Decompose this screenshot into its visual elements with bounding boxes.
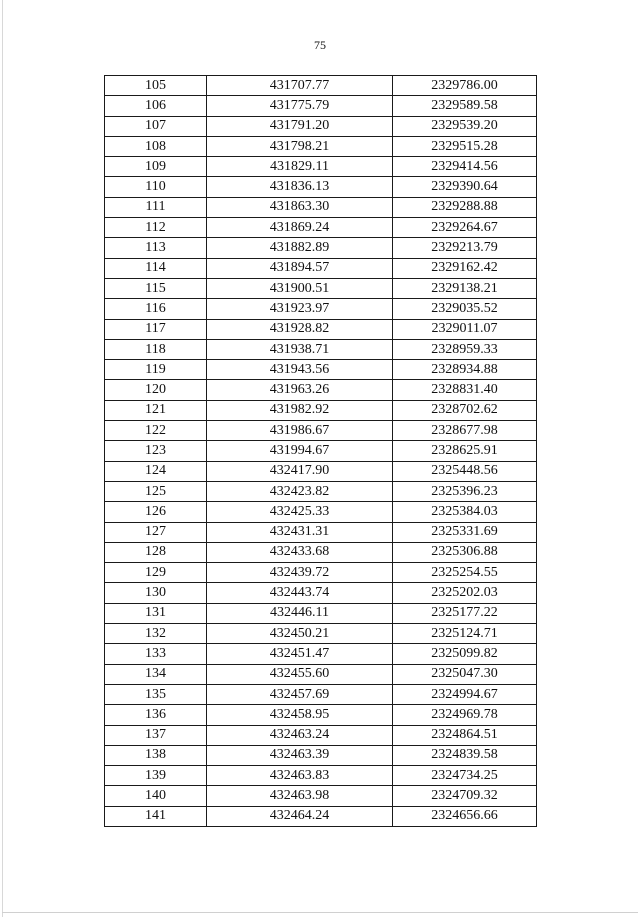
table-row <box>105 238 537 258</box>
table-row <box>105 603 537 623</box>
table-row <box>105 278 537 298</box>
x-coordinate-cell: 431994.67 <box>207 441 393 461</box>
x-coordinate-cell: 432463.83 <box>207 766 393 786</box>
y-coordinate-cell: 2328959.33 <box>393 339 537 359</box>
x-coordinate-cell: 431938.71 <box>207 339 393 359</box>
x-coordinate-cell: 431894.57 <box>207 258 393 278</box>
x-coordinate-cell: 432464.24 <box>207 806 393 826</box>
table-row <box>105 705 537 725</box>
x-coordinate-cell: 431900.51 <box>207 278 393 298</box>
y-coordinate-cell: 2324709.32 <box>393 786 537 806</box>
table-row <box>105 806 537 826</box>
point-number-cell: 109 <box>105 157 207 177</box>
y-coordinate-cell: 2324656.66 <box>393 806 537 826</box>
point-number-cell: 140 <box>105 786 207 806</box>
table-row <box>105 725 537 745</box>
point-number-cell: 127 <box>105 522 207 542</box>
point-number-cell: 123 <box>105 441 207 461</box>
coordinate-table-body <box>105 76 537 827</box>
y-coordinate-cell: 2328625.91 <box>393 441 537 461</box>
point-number-cell: 110 <box>105 177 207 197</box>
table-row <box>105 380 537 400</box>
table-row <box>105 299 537 319</box>
point-number-cell: 122 <box>105 421 207 441</box>
x-coordinate-cell: 431863.30 <box>207 197 393 217</box>
point-number-cell: 124 <box>105 461 207 481</box>
point-number-cell: 125 <box>105 481 207 501</box>
point-number-cell: 117 <box>105 319 207 339</box>
table-row <box>105 319 537 339</box>
x-coordinate-cell: 432446.11 <box>207 603 393 623</box>
y-coordinate-cell: 2329589.58 <box>393 96 537 116</box>
x-coordinate-cell: 431943.56 <box>207 360 393 380</box>
y-coordinate-cell: 2328677.98 <box>393 421 537 441</box>
x-coordinate-cell: 431707.77 <box>207 76 393 96</box>
table-row <box>105 624 537 644</box>
point-number-cell: 129 <box>105 563 207 583</box>
point-number-cell: 111 <box>105 197 207 217</box>
x-coordinate-cell: 431798.21 <box>207 136 393 156</box>
point-number-cell: 134 <box>105 664 207 684</box>
y-coordinate-cell: 2329138.21 <box>393 278 537 298</box>
x-coordinate-cell: 431775.79 <box>207 96 393 116</box>
table-row <box>105 481 537 501</box>
x-coordinate-cell: 432450.21 <box>207 624 393 644</box>
point-number-cell: 112 <box>105 218 207 238</box>
table-row <box>105 745 537 765</box>
y-coordinate-cell: 2325099.82 <box>393 644 537 664</box>
table-row <box>105 177 537 197</box>
point-number-cell: 131 <box>105 603 207 623</box>
table-row <box>105 400 537 420</box>
point-number-cell: 126 <box>105 502 207 522</box>
table-row <box>105 157 537 177</box>
y-coordinate-cell: 2325202.03 <box>393 583 537 603</box>
y-coordinate-cell: 2329264.67 <box>393 218 537 238</box>
table-row <box>105 258 537 278</box>
y-coordinate-cell: 2328702.62 <box>393 400 537 420</box>
point-number-cell: 120 <box>105 380 207 400</box>
y-coordinate-cell: 2329213.79 <box>393 238 537 258</box>
y-coordinate-cell: 2329414.56 <box>393 157 537 177</box>
y-coordinate-cell: 2324839.58 <box>393 745 537 765</box>
table-row <box>105 136 537 156</box>
y-coordinate-cell: 2324734.25 <box>393 766 537 786</box>
y-coordinate-cell: 2325448.56 <box>393 461 537 481</box>
x-coordinate-cell: 431836.13 <box>207 177 393 197</box>
y-coordinate-cell: 2325396.23 <box>393 481 537 501</box>
x-coordinate-cell: 432431.31 <box>207 522 393 542</box>
page-edge-left <box>2 0 3 917</box>
x-coordinate-cell: 432417.90 <box>207 461 393 481</box>
point-number-cell: 135 <box>105 684 207 704</box>
point-number-cell: 136 <box>105 705 207 725</box>
x-coordinate-cell: 432425.33 <box>207 502 393 522</box>
x-coordinate-cell: 431791.20 <box>207 116 393 136</box>
coordinate-table <box>104 75 537 827</box>
y-coordinate-cell: 2325177.22 <box>393 603 537 623</box>
x-coordinate-cell: 431869.24 <box>207 218 393 238</box>
x-coordinate-cell: 431829.11 <box>207 157 393 177</box>
y-coordinate-cell: 2329035.52 <box>393 299 537 319</box>
point-number-cell: 119 <box>105 360 207 380</box>
x-coordinate-cell: 432439.72 <box>207 563 393 583</box>
y-coordinate-cell: 2329515.28 <box>393 136 537 156</box>
point-number-cell: 106 <box>105 96 207 116</box>
table-row <box>105 563 537 583</box>
point-number-cell: 137 <box>105 725 207 745</box>
table-row <box>105 441 537 461</box>
x-coordinate-cell: 432463.98 <box>207 786 393 806</box>
x-coordinate-cell: 432433.68 <box>207 542 393 562</box>
table-row <box>105 339 537 359</box>
y-coordinate-cell: 2325384.03 <box>393 502 537 522</box>
point-number-cell: 107 <box>105 116 207 136</box>
x-coordinate-cell: 431882.89 <box>207 238 393 258</box>
point-number-cell: 128 <box>105 542 207 562</box>
y-coordinate-cell: 2325306.88 <box>393 542 537 562</box>
table-row <box>105 542 537 562</box>
point-number-cell: 114 <box>105 258 207 278</box>
x-coordinate-cell: 431963.26 <box>207 380 393 400</box>
x-coordinate-cell: 432463.39 <box>207 745 393 765</box>
y-coordinate-cell: 2325254.55 <box>393 563 537 583</box>
table-row <box>105 360 537 380</box>
point-number-cell: 121 <box>105 400 207 420</box>
point-number-cell: 115 <box>105 278 207 298</box>
table-row <box>105 522 537 542</box>
y-coordinate-cell: 2324969.78 <box>393 705 537 725</box>
table-row <box>105 461 537 481</box>
point-number-cell: 138 <box>105 745 207 765</box>
y-coordinate-cell: 2329162.42 <box>393 258 537 278</box>
y-coordinate-cell: 2325331.69 <box>393 522 537 542</box>
x-coordinate-cell: 432463.24 <box>207 725 393 745</box>
y-coordinate-cell: 2328934.88 <box>393 360 537 380</box>
table-row <box>105 684 537 704</box>
y-coordinate-cell: 2329539.20 <box>393 116 537 136</box>
x-coordinate-cell: 431986.67 <box>207 421 393 441</box>
table-row <box>105 644 537 664</box>
x-coordinate-cell: 431982.92 <box>207 400 393 420</box>
x-coordinate-cell: 431923.97 <box>207 299 393 319</box>
point-number-cell: 132 <box>105 624 207 644</box>
y-coordinate-cell: 2325124.71 <box>393 624 537 644</box>
x-coordinate-cell: 432455.60 <box>207 664 393 684</box>
table-row <box>105 96 537 116</box>
point-number-cell: 118 <box>105 339 207 359</box>
table-row <box>105 583 537 603</box>
table-row <box>105 421 537 441</box>
point-number-cell: 116 <box>105 299 207 319</box>
table-row <box>105 116 537 136</box>
table-row <box>105 766 537 786</box>
table-row <box>105 786 537 806</box>
x-coordinate-cell: 431928.82 <box>207 319 393 339</box>
table-row <box>105 502 537 522</box>
y-coordinate-cell: 2328831.40 <box>393 380 537 400</box>
y-coordinate-cell: 2329390.64 <box>393 177 537 197</box>
point-number-cell: 113 <box>105 238 207 258</box>
point-number-cell: 139 <box>105 766 207 786</box>
y-coordinate-cell: 2329786.00 <box>393 76 537 96</box>
point-number-cell: 108 <box>105 136 207 156</box>
x-coordinate-cell: 432458.95 <box>207 705 393 725</box>
table-row <box>105 218 537 238</box>
y-coordinate-cell: 2324864.51 <box>393 725 537 745</box>
y-coordinate-cell: 2329011.07 <box>393 319 537 339</box>
x-coordinate-cell: 432451.47 <box>207 644 393 664</box>
point-number-cell: 133 <box>105 644 207 664</box>
point-number-cell: 105 <box>105 76 207 96</box>
x-coordinate-cell: 432457.69 <box>207 684 393 704</box>
page-number: 75 <box>314 38 326 52</box>
y-coordinate-cell: 2324994.67 <box>393 684 537 704</box>
page-edge-bottom <box>2 912 638 913</box>
table-row <box>105 197 537 217</box>
y-coordinate-cell: 2329288.88 <box>393 197 537 217</box>
point-number-cell: 130 <box>105 583 207 603</box>
x-coordinate-cell: 432423.82 <box>207 481 393 501</box>
table-row <box>105 76 537 96</box>
table-row <box>105 664 537 684</box>
point-number-cell: 141 <box>105 806 207 826</box>
x-coordinate-cell: 432443.74 <box>207 583 393 603</box>
y-coordinate-cell: 2325047.30 <box>393 664 537 684</box>
